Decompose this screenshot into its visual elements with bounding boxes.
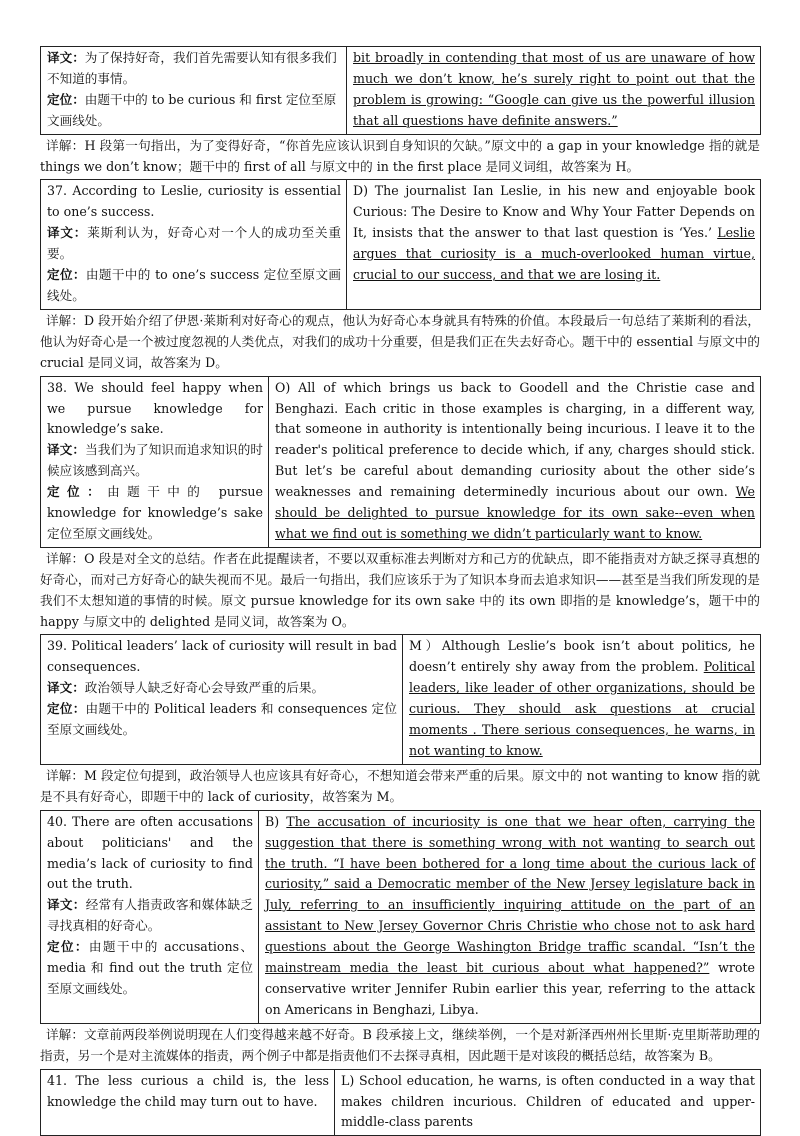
passage-cell-38 [269,376,761,547]
detail-explanation-39: 详解：M 段定位句提到，政治领导人也应该具有好奇心，不想知道会带来严重的后果。原文中的 not wanting to know 指的就是不具有好奇心，即题干中的 lack of curiosity，故答案为 M。 [40,767,760,804]
location-label: 定位： [47,701,86,717]
passage-underlined: Political leaders, like leader of other organizations, should be curious. They should ask questions at crucial moments . There serious consequences, he warns, in not wanting to know. [409,659,755,758]
question-text: 37. According to Leslie, curiosity is essential to one’s success. [47,183,341,220]
location-text: 由题干中的 pursue knowledge for knowledge’s sake 定位至原文画线处。 [47,484,263,541]
passage-text: M）Although Leslie’s book isn’t about politics, he doesn’t entirely shy away from the problem. [409,638,755,675]
location-label: 定位： [47,939,89,955]
passage-underlined: bit broadly in contending that most of us are unaware of how much we don’t know, he’s surely right to point out that the problem is growing: “Google can give us the powerful illusion that all questions have definite answers.” [353,50,755,128]
passage-underlined: The accusation of incuriosity is one that we hear often, carrying the suggestion that there is something wrong with not wanting to search out the truth. “I have been bothered for a long time about the curious lack of curiosity,” said a Democratic member of the New Jersey legislature back in July, referring to an insufficiently inquiring attitude on the part of an assistant to New Jersey Governor Chris Christie who chose not to ask hard questions about the George Washington Bridge traffic scandal. “Isn’t the mainstream media the least bit curious about what happened?” [265,813,756,976]
question-text: 40. There are often accusations about politicians' and the media’s lack of curiosity to find out the truth. [47,813,253,892]
question-table-41 [40,1069,761,1136]
translation-label: 译文： [47,680,85,696]
question-text: 38. We should feel happy when we pursue knowledge for knowledge’s sake. [47,379,263,437]
document-page [40,46,760,1136]
passage-prefix: B) [265,813,287,829]
location-label: 定位： [47,267,86,283]
translation-text: 经常有人指责政客和媒体缺乏寻找真相的好奇心。 [47,897,254,934]
question-cell-37 [41,180,347,309]
passage-underlined: Leslie argues that curiosity is a much-overlooked human virtue, crucial to our success, and that we are losing it. [353,225,755,283]
translation-text: 当我们为了知识而追求知识的时候应该感到高兴。 [47,442,264,479]
translation-text: 莱斯利认为，好奇心对一个人的成功至关重要。 [47,225,342,262]
translation-text: 为了保持好奇，我们首先需要认知有很多我们不知道的事情。 [47,50,337,86]
location-text: 由题干中的 accusations、media 和 find out the truth 定位至原文画线处。 [47,939,254,996]
passage-text: wrote conservative writer Jennifer Rubin earlier this year, referring to the attack on Americans in Benghazi, Libya. [265,960,755,1017]
passage-cell-37 [347,180,761,309]
translation-label: 译文： [47,442,86,458]
question-table-37 [40,179,761,309]
detail-explanation-38: 详解：O 段是对全文的总结。作者在此提醒读者，不要以双重标准去判断对方和己方的优缺点，即不能指责对方缺乏探寻真想的好奇心，而对己方好奇心的缺失视而不见。最后一句指出，我们应该乐于为了知识本身而去追求知识——甚至是当我们所发现的是我们不太想知道的事情的时候。原文 pursue knowledge for its own sake 中的 its own 即指的是 knowledge’s，题干中的 happy 与原文中的 delighted 是同义词，故答案为 O。 [40,550,760,629]
detail-explanation-36: 详解：H 段第一句指出，为了变得好奇，“你首先应该认识到自身知识的欠缺。”原文中的 a gap in your knowledge 指的就是 things we don’t know；题干中的 first of all 与原文中的 in the first place 是同义词组，故答案为 H。 [40,137,760,174]
passage-cell-40 [259,810,761,1023]
location-label: 定位： [47,91,85,107]
translation-text: 政治领导人缺乏好奇心会导致严重的后果。 [84,680,325,696]
translation-label: 译文： [47,50,85,65]
detail-explanation-40: 详解：文章前两段举例说明现在人们变得越来越不好奇。B 段承接上文，继续举例，一个是对新泽西州州长里斯·克里斯蒂助理的指责，另一个是对主流媒体的指责，两个例子中都是指责他们不去探寻真相，因此题干是对该段的概括总结，故答案为 B。 [40,1026,760,1063]
passage-cell-41 [335,1069,761,1136]
question-cell-39 [41,635,403,764]
location-label: 定位： [47,484,108,500]
passage-text: O) All of which brings us back to Goodell and the Christie case and Benghazi. Each critic in those examples is charging, in a different way, that someone in authority is intentionally being incurious. I leave it to the reader's political preference to decide which, if any, charges should stick. But let’s be careful about demanding curiosity about the other side’s weaknesses and remaining determinedly incurious about our own. [275,379,755,500]
question-table-40 [40,810,761,1024]
location-text: 由题干中的 to be curious 和 first 定位至原文画线处。 [47,91,337,128]
question-cell-36 [41,47,347,135]
location-text: 由题干中的 Political leaders 和 consequences 定位至原文画线处。 [47,701,397,738]
question-cell-40 [41,810,259,1023]
question-text: 41. The less curious a child is, the less knowledge the child may turn out to have. [47,1072,329,1109]
detail-explanation-37: 详解：D 段开始介绍了伊恩·莱斯利对好奇心的观点，他认为好奇心本身就具有特殊的价值。本段最后一句总结了莱斯利的看法，他认为好奇心是一个被过度忽视的人类优点，对我们的成功十分重要，但是我们正在失去好奇心。题干中的 essential 与原文中的 crucial 是同义词，故答案为 D。 [40,312,760,370]
question-table-38 [40,376,761,548]
translation-label: 译文： [47,225,88,241]
question-table-36 [40,46,761,135]
translation-label: 译文： [47,897,86,913]
question-cell-38 [41,376,269,547]
passage-text: D) The journalist Ian Leslie, in his new and enjoyable book Curious: The Desire to Know and Why Your Fatter Depends on It, insists that the answer to that last question is ‘Yes.’ [353,183,755,241]
location-text: 由题干中的 to one’s success 定位至原文画线处。 [47,267,342,303]
question-cell-41 [41,1069,335,1136]
passage-cell-36 [347,47,761,135]
question-table-39 [40,634,761,764]
question-text: 39. Political leaders’ lack of curiosity will result in bad consequences. [47,638,397,675]
passage-text: L) School education, he warns, is often conducted in a way that makes children incurious. Children of educated and upper-middle-class parents [341,1072,755,1130]
passage-underlined: We should be delighted to pursue knowledge for its own sake--even when what we find out is something we didn’t particularly want to know. [275,484,755,541]
passage-cell-39 [403,635,761,764]
